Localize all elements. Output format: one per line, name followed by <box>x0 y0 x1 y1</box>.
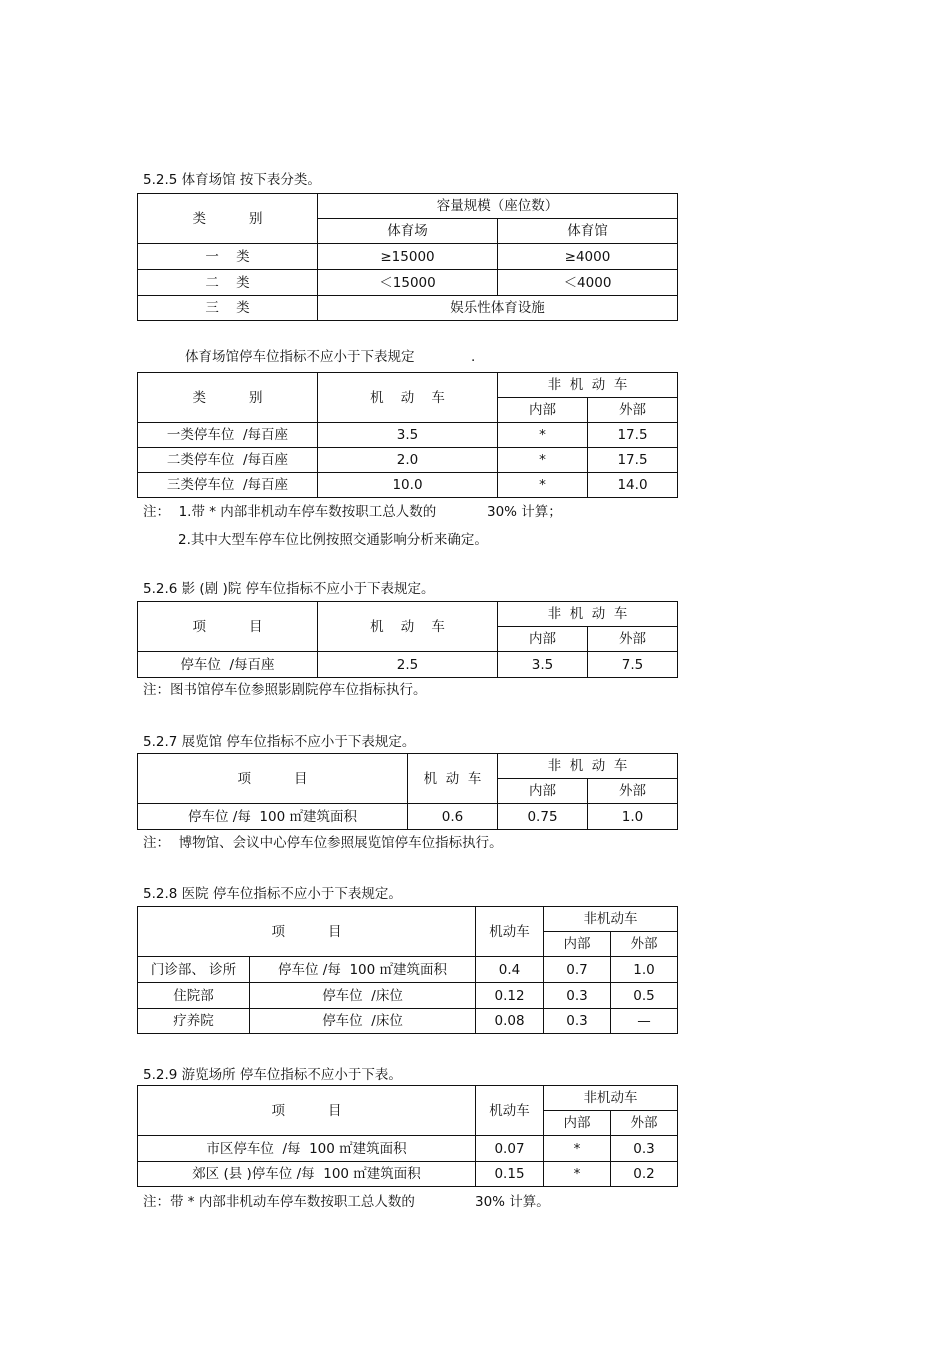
note-1-ratio: 30% 计算； <box>487 504 562 520</box>
header-motor: 机 动 车 <box>318 373 498 423</box>
header-motor: 机 动 车 <box>408 754 498 804</box>
section-5-2-5-heading: 5.2.5 体育场馆 按下表分类。 <box>143 172 321 188</box>
header-outer: 外部 <box>588 779 678 804</box>
header-stadium: 体育场 <box>318 219 498 244</box>
cell-category: 门诊部、 诊所 <box>138 957 250 983</box>
header-item: 项 目 <box>138 1086 476 1136</box>
cell-outer: 17.5 <box>588 423 678 448</box>
hospital-parking-table <box>137 906 678 1034</box>
header-gym: 体育馆 <box>498 219 678 244</box>
section-5-2-6-heading: 5.2.6 影 (剧 )院 停车位指标不应小于下表规定。 <box>143 581 435 597</box>
header-nonmotor: 非 机 动 车 <box>498 754 678 779</box>
cell-item: 郊区 (县 )停车位 /每 100 ㎡建筑面积 <box>138 1162 476 1187</box>
cell-motor: 2.0 <box>318 448 498 473</box>
header-nonmotor: 非 机 动 车 <box>498 602 678 627</box>
cell-outer: 1.0 <box>588 804 678 830</box>
cell-gym: ＜4000 <box>498 270 678 296</box>
cell-type: 二类停车位 /每百座 <box>138 448 318 473</box>
cell-motor: 0.6 <box>408 804 498 830</box>
header-nonmotor: 非机动车 <box>544 907 678 932</box>
table-row <box>138 244 678 270</box>
cell-category: 疗养院 <box>138 1009 250 1034</box>
cell-motor: 10.0 <box>318 473 498 498</box>
cell-outer: 1.0 <box>611 957 678 983</box>
cell-inner: 0.75 <box>498 804 588 830</box>
header-motor: 机动车 <box>476 907 544 957</box>
header-inner: 内部 <box>498 779 588 804</box>
table-row <box>138 983 678 1009</box>
table-caption-period: . <box>471 349 476 365</box>
table-row <box>138 652 678 678</box>
cell-outer: 0.2 <box>611 1162 678 1187</box>
cell-inner: * <box>498 473 588 498</box>
cell-motor: 0.4 <box>476 957 544 983</box>
cell-type: 一 类 <box>138 244 318 270</box>
table-row <box>138 1009 678 1034</box>
cell-motor: 0.15 <box>476 1162 544 1187</box>
cell-outer: 14.0 <box>588 473 678 498</box>
cell-motor: 0.07 <box>476 1136 544 1162</box>
cell-outer: 0.3 <box>611 1136 678 1162</box>
stadium-parking-table <box>137 372 678 498</box>
cell-inner: * <box>498 423 588 448</box>
header-inner: 内部 <box>544 1111 611 1136</box>
cell-type: 三类停车位 /每百座 <box>138 473 318 498</box>
cell-stadium: ≥15000 <box>318 244 498 270</box>
header-motor: 机动车 <box>476 1086 544 1136</box>
header-nonmotor: 非机动车 <box>544 1086 678 1111</box>
header-outer: 外部 <box>611 1111 678 1136</box>
cell-inner: * <box>544 1136 611 1162</box>
header-inner: 内部 <box>544 932 611 957</box>
header-item: 项 目 <box>138 754 408 804</box>
cell-item: 停车位 /床位 <box>250 983 476 1009</box>
section-5-2-9-note-ratio: 30% 计算。 <box>475 1194 550 1210</box>
header-capacity: 容量规模（座位数） <box>318 194 678 219</box>
header-item: 项 目 <box>138 907 476 957</box>
table-row <box>138 270 678 296</box>
cell-outer: 17.5 <box>588 448 678 473</box>
header-motor: 机 动 车 <box>318 602 498 652</box>
note-1-text: 注： 1.带 * 内部非机动车停车数按职工总人数的 <box>143 504 437 520</box>
section-5-2-6-note: 注：图书馆停车位参照影剧院停车位指标执行。 <box>143 682 427 698</box>
table-row <box>138 448 678 473</box>
cell-inner: 0.3 <box>544 1009 611 1034</box>
table-row <box>138 957 678 983</box>
table-row <box>138 423 678 448</box>
cell-type: 一类停车位 /每百座 <box>138 423 318 448</box>
section-5-2-9-note: 注：带 * 内部非机动车停车数按职工总人数的 <box>143 1194 415 1210</box>
cell-outer: 7.5 <box>588 652 678 678</box>
cell-motor: 0.08 <box>476 1009 544 1034</box>
cell-inner: 0.7 <box>544 957 611 983</box>
cell-outer: — <box>611 1009 678 1034</box>
tourist-site-parking-table <box>137 1085 678 1187</box>
cell-inner: 3.5 <box>498 652 588 678</box>
note-2-text: 2.其中大型车停车位比例按照交通影响分析来确定。 <box>178 532 488 548</box>
header-outer: 外部 <box>588 627 678 652</box>
cell-category: 住院部 <box>138 983 250 1009</box>
header-item: 项 目 <box>138 602 318 652</box>
section-5-2-7-note: 注： 博物馆、会议中心停车位参照展览馆停车位指标执行。 <box>143 835 503 851</box>
header-outer: 外部 <box>611 932 678 957</box>
cell-inner: * <box>544 1162 611 1187</box>
table-row <box>138 1162 678 1187</box>
header-inner: 内部 <box>498 627 588 652</box>
table-row <box>138 804 678 830</box>
header-inner: 内部 <box>498 398 588 423</box>
cell-type: 三 类 <box>138 296 318 321</box>
section-5-2-7-heading: 5.2.7 展览馆 停车位指标不应小于下表规定。 <box>143 734 416 750</box>
cell-item: 停车位 /每 100 ㎡建筑面积 <box>138 804 408 830</box>
cell-type: 二 类 <box>138 270 318 296</box>
section-5-2-9-heading: 5.2.9 游览场所 停车位指标不应小于下表。 <box>143 1067 402 1083</box>
cell-motor: 3.5 <box>318 423 498 448</box>
table-row <box>138 473 678 498</box>
header-nonmotor: 非 机 动 车 <box>498 373 678 398</box>
cinema-parking-table <box>137 601 678 678</box>
cell-merged: 娱乐性体育设施 <box>318 296 678 321</box>
cell-item: 停车位 /每百座 <box>138 652 318 678</box>
header-type: 类 别 <box>138 194 318 244</box>
cell-item: 停车位 /床位 <box>250 1009 476 1034</box>
header-type: 类 别 <box>138 373 318 423</box>
exhibition-parking-table <box>137 753 678 830</box>
cell-outer: 0.5 <box>611 983 678 1009</box>
cell-stadium: ＜15000 <box>318 270 498 296</box>
cell-item: 停车位 /每 100 ㎡建筑面积 <box>250 957 476 983</box>
cell-gym: ≥4000 <box>498 244 678 270</box>
cell-inner: * <box>498 448 588 473</box>
cell-item: 市区停车位 /每 100 ㎡建筑面积 <box>138 1136 476 1162</box>
section-5-2-8-heading: 5.2.8 医院 停车位指标不应小于下表规定。 <box>143 886 402 902</box>
table-row <box>138 296 678 321</box>
cell-inner: 0.3 <box>544 983 611 1009</box>
cell-motor: 2.5 <box>318 652 498 678</box>
table-caption: 体育场馆停车位指标不应小于下表规定 <box>185 349 415 365</box>
cell-motor: 0.12 <box>476 983 544 1009</box>
stadium-classification-table <box>137 193 678 321</box>
header-outer: 外部 <box>588 398 678 423</box>
table-row <box>138 1136 678 1162</box>
